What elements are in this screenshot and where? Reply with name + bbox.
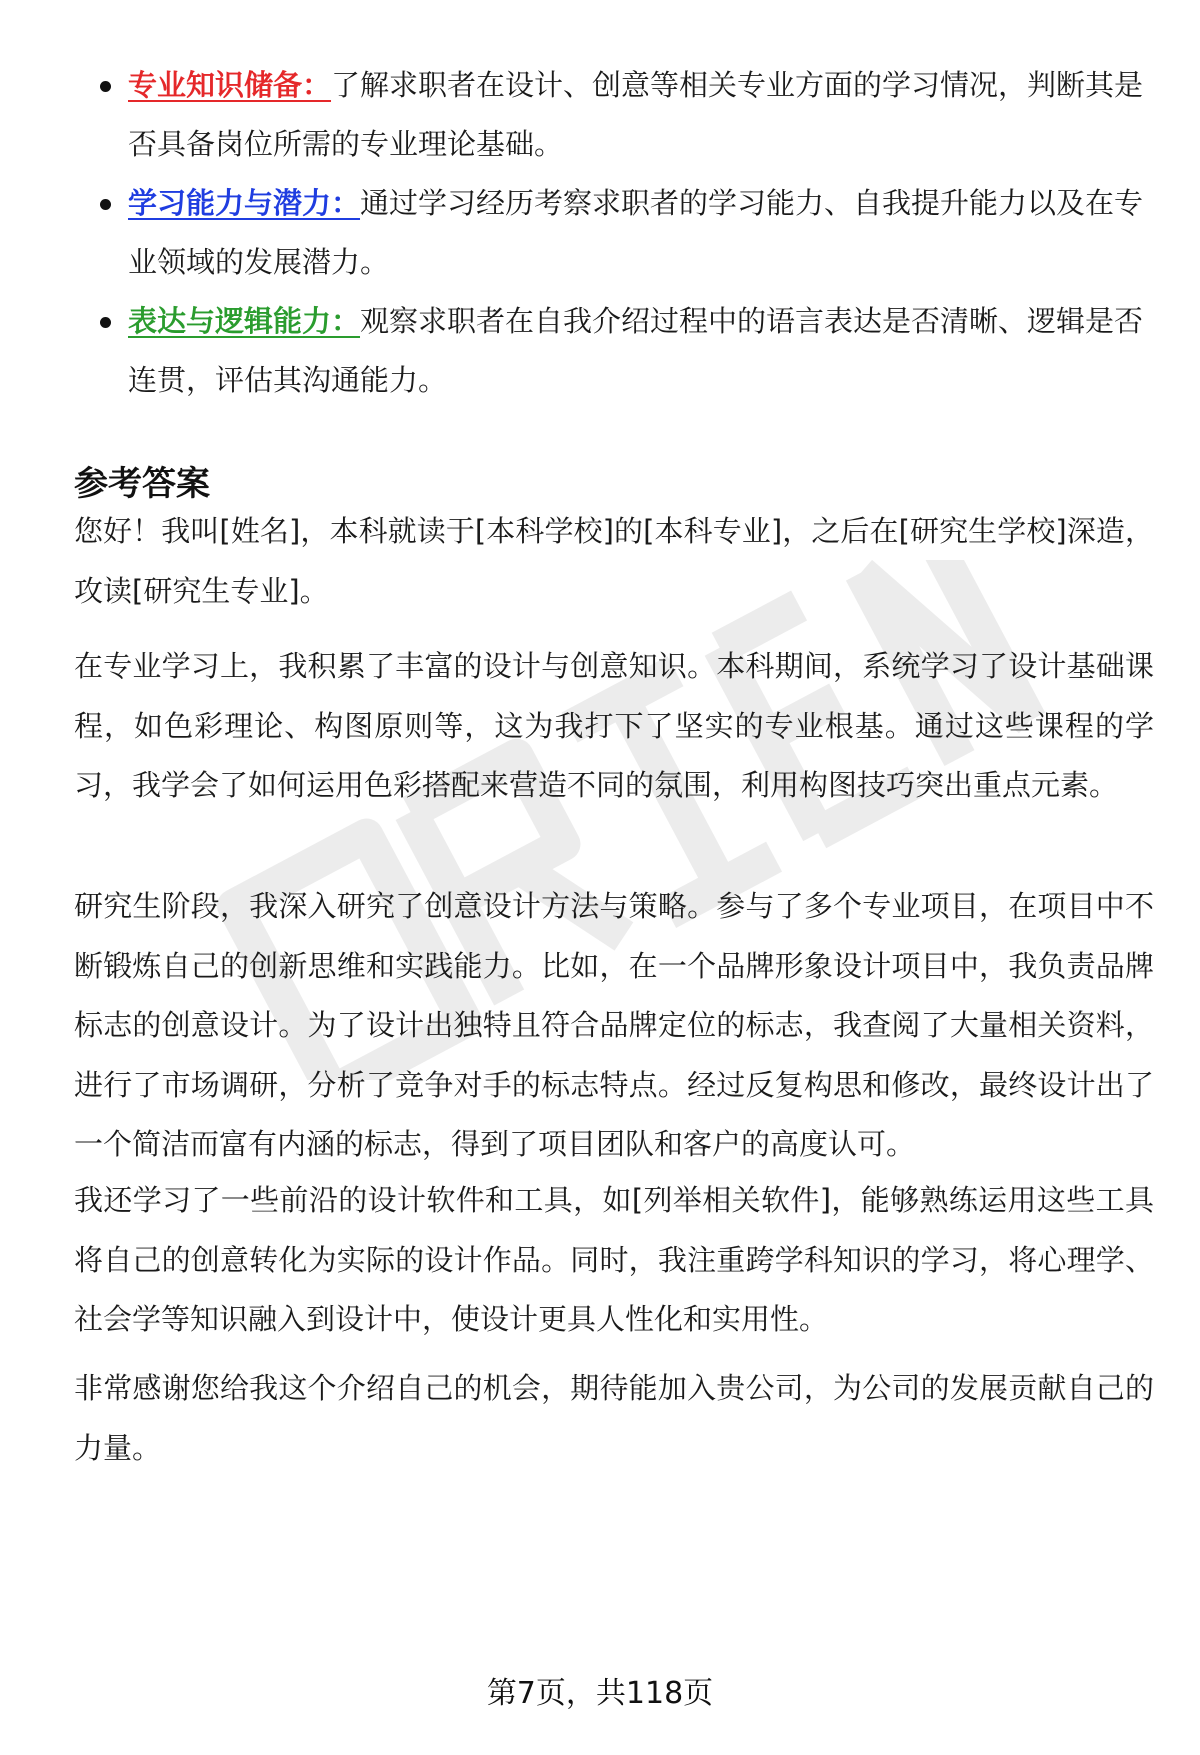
bullet-text: 通过学习经历考察求职者的学习能力、自我提升能力以及在专业领域的发展潜力。 xyxy=(128,186,1144,279)
bullet-dot-icon xyxy=(100,317,111,328)
bullet-text: 了解求职者在设计、创意等相关专业方面的学习情况，判断其是否具备岗位所需的专业理论基础。 xyxy=(128,68,1144,161)
bullet-item-professional-knowledge xyxy=(74,56,1154,174)
bullet-dot-icon xyxy=(100,199,111,210)
bullet-keyword: 学习能力与潜力： xyxy=(128,186,361,220)
paragraph-undergrad: 在专业学习上，我积累了丰富的设计与创意知识。本科期间，系统学习了设计基础课程，如色彩理论、构图原则等，这为我打下了坚实的专业根基。通过这些课程的学习，我学会了如何运用色彩搭配来营造不同的氛围，利用构图技巧突出重点元素。 xyxy=(74,649,1154,802)
bullet-dot-icon xyxy=(100,81,111,92)
paragraph-closing: 非常感谢您给我这个介绍自己的机会，期待能加入贵公司，为公司的发展贡献自己的力量。 xyxy=(74,1371,1154,1465)
bullet-item-learning-ability xyxy=(74,174,1154,292)
page-number-footer: 第7页，共118页 xyxy=(486,1676,714,1711)
bullet-text: 观察求职者在自我介绍过程中的语言表达是否清晰、逻辑是否连贯，评估其沟通能力。 xyxy=(128,304,1144,397)
paragraph-software-skills: 我还学习了一些前沿的设计软件和工具，如[列举相关软件]，能够熟练运用这些工具将自己的创意转化为实际的设计作品。同时，我注重跨学科知识的学习，将心理学、社会学等知识融入到设计中，使设计更具人性化和实用性。 xyxy=(74,1183,1154,1336)
bullet-keyword: 专业知识储备： xyxy=(128,68,332,102)
bullet-item-expression-logic xyxy=(74,292,1154,410)
paragraph-intro: 您好！我叫[姓名]，本科就读于[本科学校]的[本科专业]，之后在[研究生学校]深造，攻读[研究生专业]。 xyxy=(74,514,1154,608)
evaluation-points-list xyxy=(74,56,1154,410)
paragraph-graduate: 研究生阶段，我深入研究了创意设计方法与策略。参与了多个专业项目，在项目中不断锻炼自己的创新思维和实践能力。比如，在一个品牌形象设计项目中，我负责品牌标志的创意设计。为了设计出独特且符合品牌定位的标志，我查阅了大量相关资料，进行了市场调研，分析了竞争对手的标志特点。经过反复构思和修改，最终设计出了一个简洁而富有内涵的标志，得到了项目团队和客户的高度认可。 xyxy=(74,889,1154,1161)
section-title: 参考答案 xyxy=(74,464,210,504)
bullet-keyword: 表达与逻辑能力： xyxy=(128,304,361,338)
